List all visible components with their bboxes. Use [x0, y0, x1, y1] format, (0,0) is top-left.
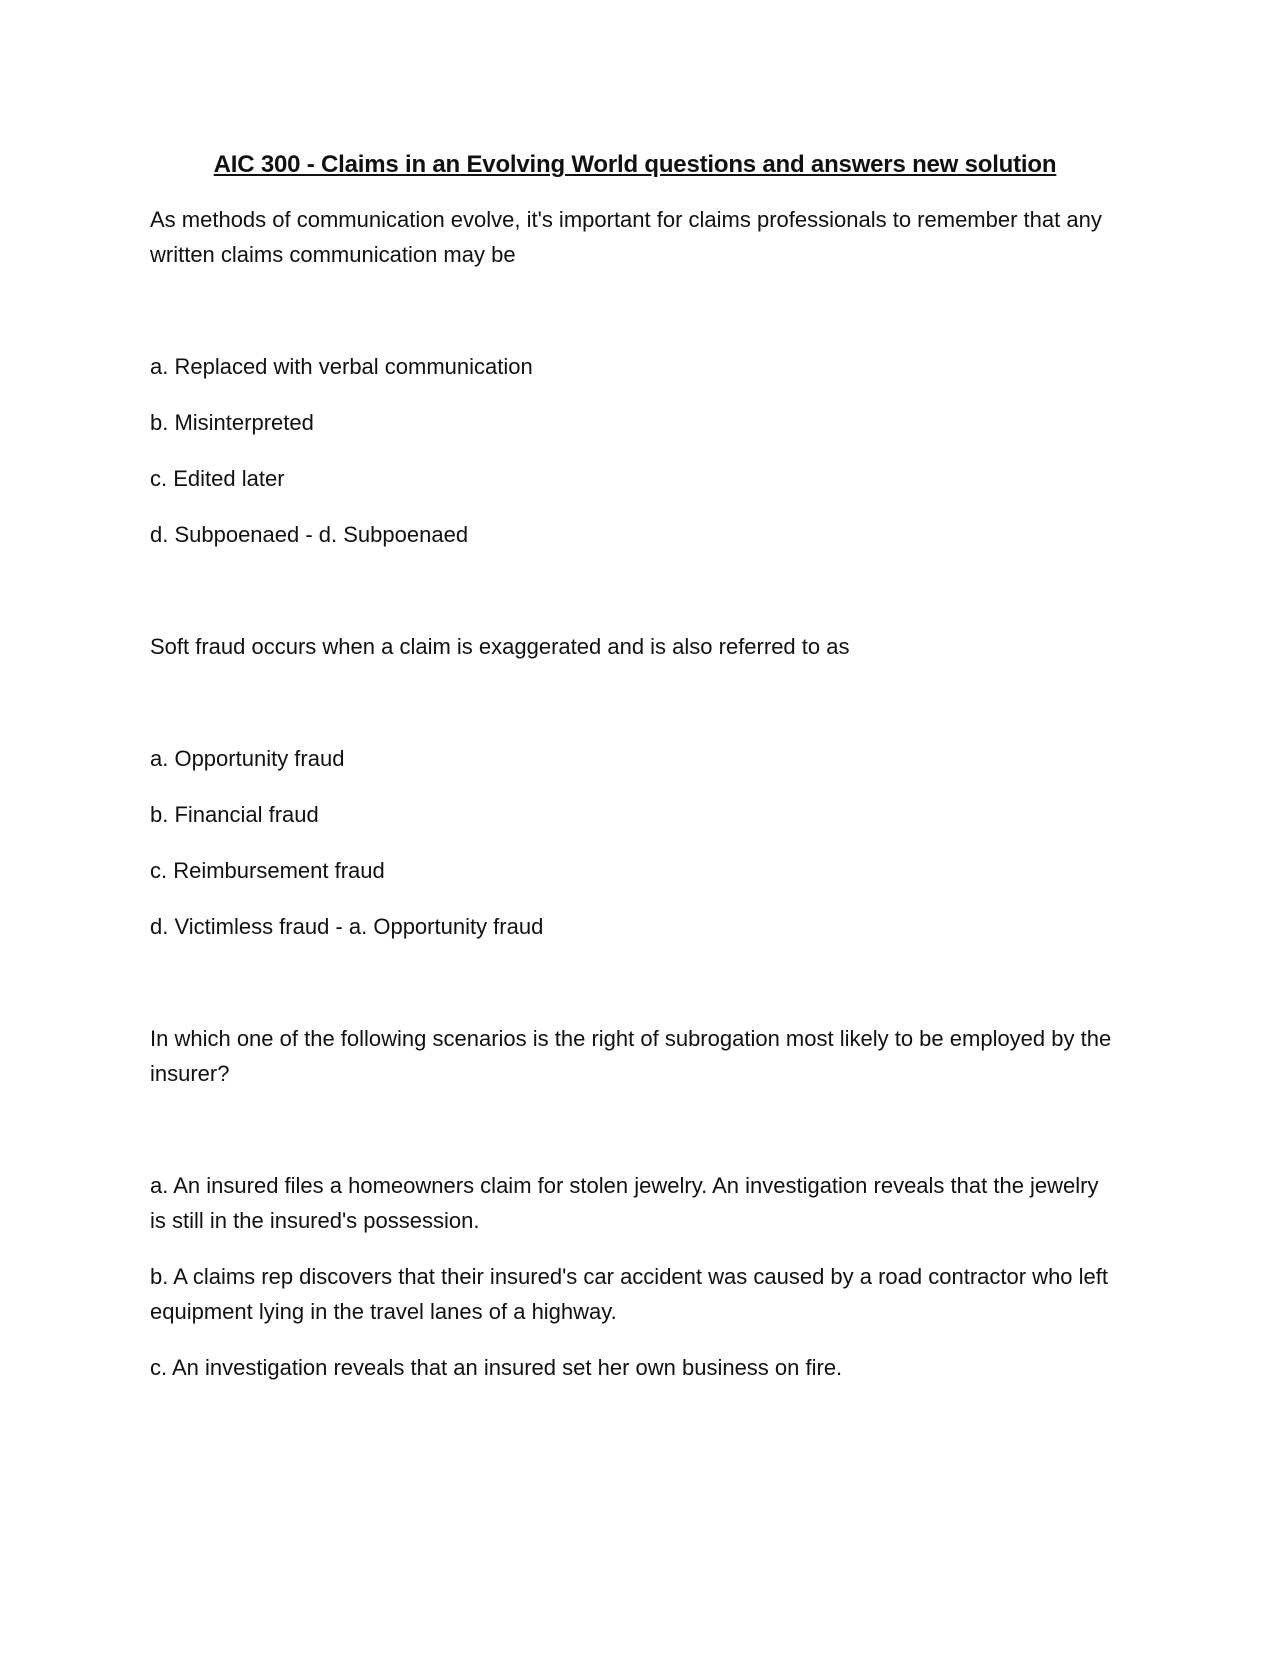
question-prompt: In which one of the following scenarios is the right of subrogation most likely to be employed by the insurer? — [150, 1026, 1112, 1086]
spacer — [150, 552, 1120, 629]
question-block-1 — [150, 202, 1120, 552]
answer-option: d. Victimless fraud - a. Opportunity fraud — [150, 914, 544, 939]
spacer — [150, 1091, 1120, 1168]
spacer — [150, 944, 1120, 1021]
answer-option: c. Reimbursement fraud — [150, 858, 385, 883]
answer-option: b. Financial fraud — [150, 802, 319, 827]
question-block-3 — [150, 1021, 1120, 1385]
spacer — [150, 272, 1120, 349]
document-title: AIC 300 - Claims in an Evolving World questions and answers new solution — [213, 151, 1057, 178]
answer-option: a. Opportunity fraud — [150, 746, 345, 771]
question-block-2 — [150, 629, 1120, 944]
answer-option: a. Replaced with verbal communication — [150, 354, 533, 379]
question-prompt: Soft fraud occurs when a claim is exaggerated and is also referred to as — [150, 634, 850, 659]
spacer — [150, 664, 1120, 741]
answer-option: a. An insured files a homeowners claim for stolen jewelry. An investigation reveals that the jewelry is still in the insured's possession. — [150, 1173, 1099, 1233]
answer-option: c. An investigation reveals that an insured set her own business on fire. — [150, 1355, 843, 1380]
answer-option: b. A claims rep discovers that their insured's car accident was caused by a road contractor who left equipment lying in the travel lanes of a highway. — [150, 1264, 1108, 1324]
answer-option: c. Edited later — [150, 466, 285, 491]
question-prompt: As methods of communication evolve, it's important for claims professionals to remember that any written claims communication may be — [150, 207, 1102, 267]
answer-option: b. Misinterpreted — [150, 410, 314, 435]
document-body — [150, 148, 1120, 1385]
answer-option: d. Subpoenaed - d. Subpoenaed — [150, 522, 469, 547]
